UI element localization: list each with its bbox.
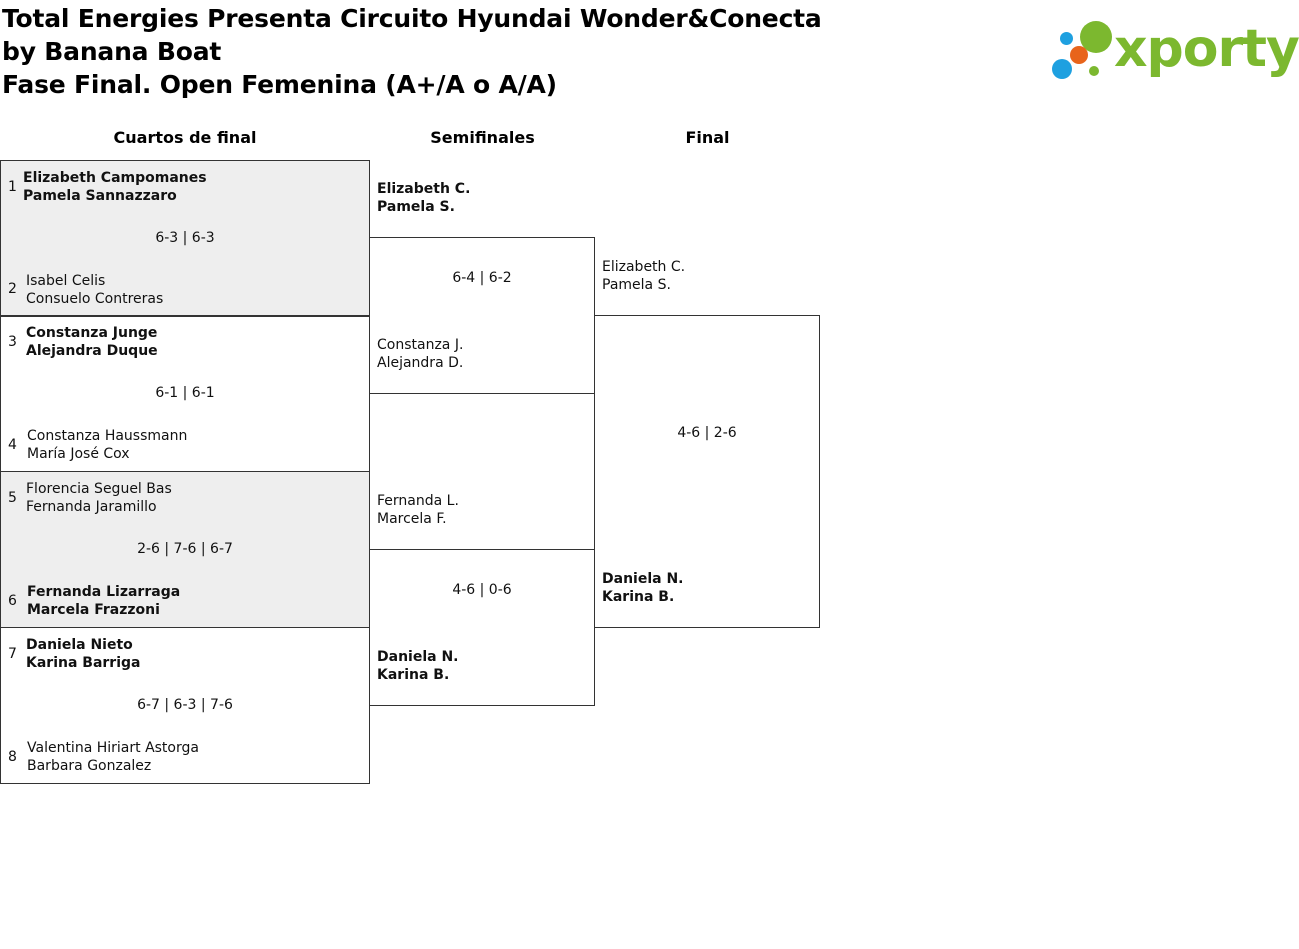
- title-line-2: Fase Final. Open Femenina (A+/A o A/A): [2, 70, 557, 99]
- player-name: Karina B.: [377, 667, 450, 683]
- logo-dot-blue-large: [1052, 59, 1072, 79]
- team-winner[interactable]: [27, 583, 180, 619]
- seed-number: 1: [8, 179, 17, 195]
- final-match[interactable]: [594, 315, 820, 628]
- semifinal-2-team-bottom[interactable]: [377, 648, 458, 684]
- semifinal-match-2[interactable]: [369, 549, 595, 706]
- player-name: María José Cox: [27, 446, 130, 462]
- match-score: 6-7 | 6-3 | 7-6: [137, 697, 233, 713]
- player-name: Pamela S.: [377, 199, 455, 215]
- logo-dot-green-small: [1089, 66, 1099, 76]
- player-name: Constanza Haussmann: [27, 428, 188, 444]
- page-title: [2, 2, 842, 101]
- player-name: Karina B.: [602, 589, 675, 605]
- player-name: Marcela Frazzoni: [27, 602, 160, 618]
- title-line-1: Total Energies Presenta Circuito Hyundai Wonder&Conecta by Banana Boat: [2, 4, 822, 66]
- final-team-bottom[interactable]: [602, 570, 683, 606]
- column-header-final: Final: [685, 128, 730, 147]
- seed-number: 3: [8, 334, 17, 350]
- match-score: 4-6 | 0-6: [452, 582, 512, 598]
- player-name: Elizabeth C.: [377, 181, 471, 197]
- quarterfinal-match-1[interactable]: [0, 160, 370, 317]
- team-winner[interactable]: [26, 636, 140, 672]
- final-team-top[interactable]: [602, 258, 685, 294]
- player-name: Isabel Celis: [26, 273, 106, 289]
- quarterfinal-match-2[interactable]: [0, 315, 370, 472]
- player-name: Marcela F.: [377, 511, 447, 527]
- quarterfinal-match-3[interactable]: [0, 471, 370, 628]
- xporty-logo[interactable]: [1050, 18, 1299, 84]
- team-loser[interactable]: [26, 272, 163, 308]
- player-name: Florencia Seguel Bas: [26, 481, 172, 497]
- player-name: Pamela S.: [602, 277, 671, 293]
- player-name: Fernanda L.: [377, 493, 459, 509]
- match-score: 2-6 | 7-6 | 6-7: [137, 541, 233, 557]
- match-score: 6-3 | 6-3: [155, 230, 215, 246]
- semifinal-match-1[interactable]: [369, 237, 595, 394]
- seed-number: 5: [8, 490, 17, 506]
- player-name: Fernanda Jaramillo: [26, 499, 157, 515]
- quarterfinal-match-4[interactable]: [0, 627, 370, 784]
- seed-number: 6: [8, 593, 17, 609]
- column-header-semifinals: Semifinales: [430, 128, 535, 147]
- match-score: 6-1 | 6-1: [155, 385, 215, 401]
- player-name: Fernanda Lizarraga: [27, 584, 181, 600]
- team-loser[interactable]: [26, 480, 172, 516]
- semifinal-1-team-top[interactable]: [377, 180, 470, 216]
- player-name: Elizabeth C.: [602, 259, 686, 275]
- match-score: 4-6 | 2-6: [677, 425, 737, 441]
- player-name: Alejandra Duque: [26, 343, 158, 359]
- player-name: Barbara Gonzalez: [27, 758, 152, 774]
- seed-number: 2: [8, 281, 17, 297]
- player-name: Consuelo Contreras: [26, 291, 164, 307]
- player-name: Daniela Nieto: [26, 637, 133, 653]
- player-name: Constanza Junge: [26, 325, 158, 341]
- team-loser[interactable]: [27, 739, 199, 775]
- team-winner[interactable]: [23, 169, 207, 205]
- seed-number: 8: [8, 749, 17, 765]
- semifinal-1-team-bottom[interactable]: [377, 336, 463, 372]
- logo-dot-orange: [1070, 46, 1088, 64]
- player-name: Daniela N.: [602, 571, 684, 587]
- logo-dot-blue-small: [1060, 32, 1073, 45]
- player-name: Elizabeth Campomanes: [23, 170, 207, 186]
- column-header-quarterfinals: Cuartos de final: [113, 128, 257, 147]
- player-name: Valentina Hiriart Astorga: [27, 740, 199, 756]
- player-name: Alejandra D.: [377, 355, 464, 371]
- seed-number: 7: [8, 646, 17, 662]
- logo-text: xporty: [1114, 19, 1299, 79]
- semifinal-2-team-top[interactable]: [377, 492, 459, 528]
- player-name: Karina Barriga: [26, 655, 141, 671]
- seed-number: 4: [8, 437, 17, 453]
- match-score: 6-4 | 6-2: [452, 270, 512, 286]
- player-name: Constanza J.: [377, 337, 464, 353]
- team-winner[interactable]: [26, 324, 158, 360]
- player-name: Daniela N.: [377, 649, 459, 665]
- team-loser[interactable]: [27, 427, 187, 463]
- player-name: Pamela Sannazzaro: [23, 188, 177, 204]
